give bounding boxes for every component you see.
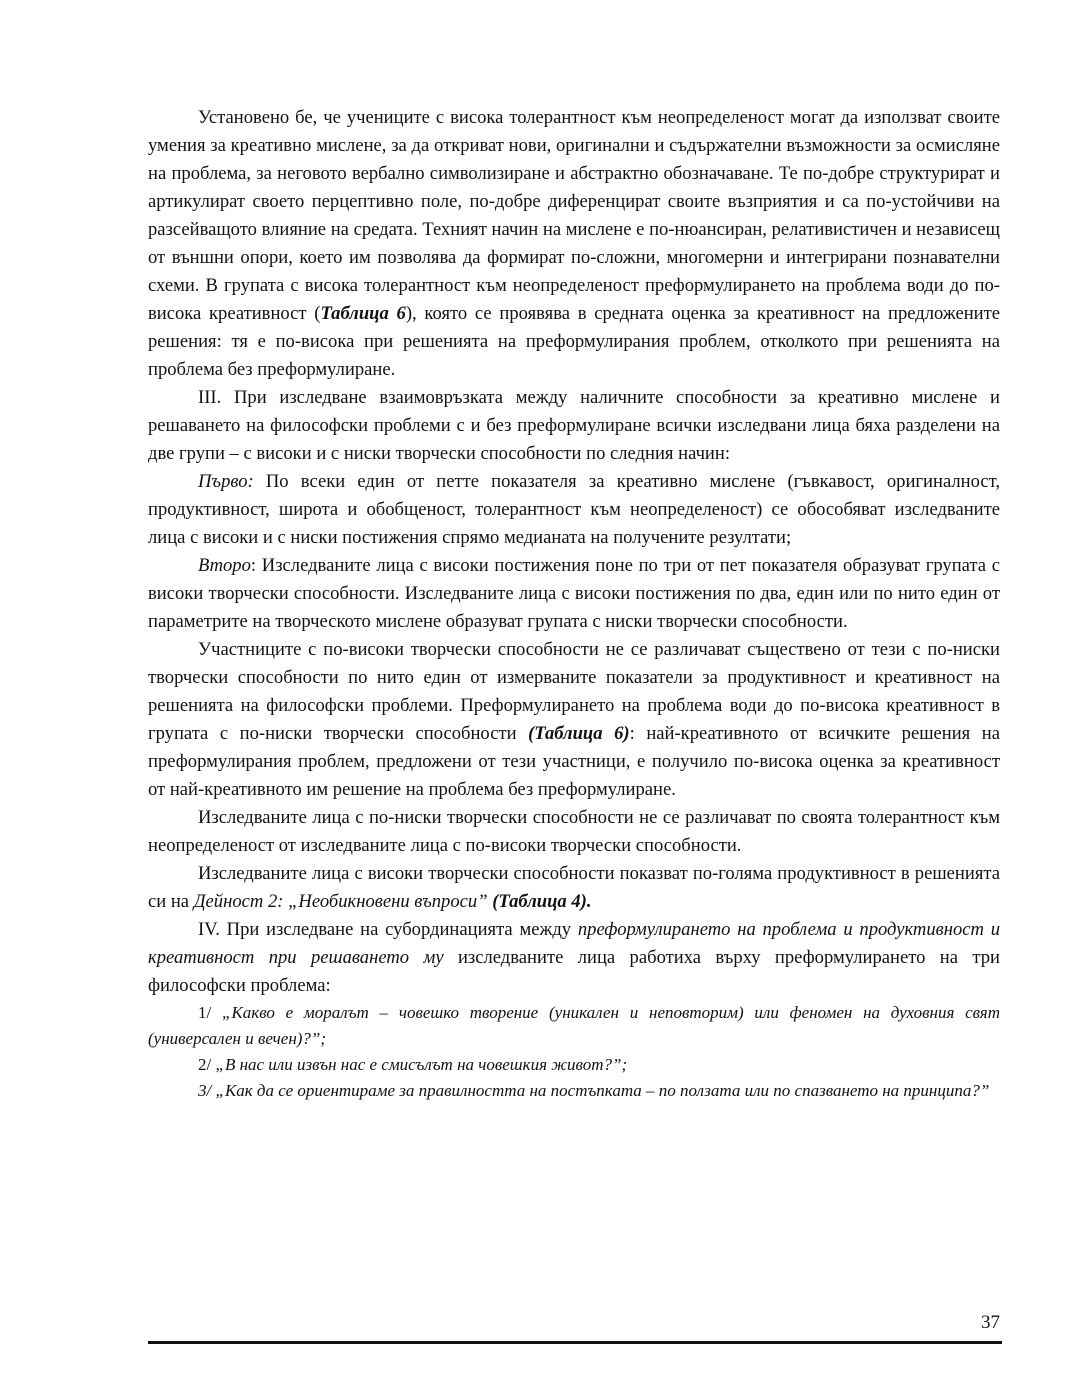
paragraph: Първо: По всеки един от петте показателя за креативно мислене (гъвкавост, оригиналност, продуктивност, широта и обобщеност, толерантност към неопределеност) се обособяват изследваните лица с високи и с ниски постижения спрямо медианата на получените резултати;: [148, 471, 1000, 548]
list-lead: Първо:: [198, 471, 254, 492]
document-body: [148, 104, 1000, 1104]
question-item: 3/ „Как да се ориентираме за правилността на постъпката – по ползата или по спазването на принципа?”: [198, 1081, 990, 1100]
emphasis: преформулирането на проблема и продуктивност и креативност при решаването му: [148, 919, 1000, 968]
page-number: 37: [981, 1312, 1000, 1333]
question-item: 1/ „Какво е моралът – човешко творение (уникален и неповторим) или феномен на духовния свят (универсален и вечен)?”;: [148, 1003, 1000, 1048]
table-reference: (Таблица 4).: [492, 891, 592, 912]
activity-reference: Дейност 2: „Необикновени въпроси”: [193, 891, 488, 912]
list-lead: Второ: [198, 555, 251, 576]
question-item: 2/ „В нас или извън нас е смисълът на човешкия живот?”;: [198, 1055, 628, 1074]
paragraph: Изследваните лица с по-ниски творчески способности не се различават по своята толерантност към неопределеност от изследваните лица с по-високи творчески способности.: [148, 807, 1000, 856]
paragraph: Установено бе, че учениците с висока толерантност към неопределеност могат да използват своите умения за креативно мислене, за да откриват нови, оригинални и съдържателни възможности за осмисляне на проблема, за неговото вербално символизиране и абстрактно обозначаване. Те по-добре структурират и артикулират своето перцептивно поле, по-добре диференцират своите възприятия и са по-устойчиви на разсейващото влияние на средата. Техният начин на мислене е по-нюансиран, релативистичен и независещ от външни опори, което им позволява да формират по-сложни, многомерни и интегрирани познавателни схеми. В групата с висока толерантност към неопределеност преформулирането на проблема води до по-висока креативност (Таблица 6), която се проявява в средната оценка за креативност на предложените решения: тя е по-висока при решенията на преформулирания проблем, отколкото при решенията на проблема без преформулиране.: [148, 107, 1001, 380]
table-reference: Таблица 6: [320, 303, 406, 324]
paragraph: Второ: Изследваните лица с високи постижения поне по три от пет показателя образуват групата с високи творчески способности. Изследваните лица с високи постижения по два, един или по нито един от параметрите на творческото мислене образуват групата с ниски творчески способности.: [148, 555, 1000, 632]
paragraph: III. При изследване взаимовръзката между наличните способности за креативно мислене и решаването на философски проблеми с и без преформулиране всички изследвани лица бяха разделени на две групи – с високи и с ниски творчески способности по следния начин:: [148, 387, 1000, 464]
footer-rule: [148, 1341, 1002, 1344]
table-reference: (Таблица 6): [528, 723, 630, 744]
paragraph: Изследваните лица с високи творчески способности показват по-голяма продуктивност в решенията си на Дейност 2: „Необикновени въпроси” (Таблица 4).: [148, 863, 1000, 912]
paragraph: IV. При изследване на субординацията между преформулирането на проблема и продуктивност и креативност при решаването му изследваните лица работиха върху преформулирането на три философски проблема:: [148, 919, 1000, 996]
paragraph: Участниците с по-високи творчески способности не се различават съществено от тези с по-ниски творчески способности по нито един от измерваните показатели за продуктивност и креативност на решенията на философски проблеми. Преформулирането на проблема води до по-висока креативност в групата с по-ниски творчески способности (Таблица 6): най-креативното от всичките решения на преформулирания проблем, предложени от тези участници, е получило по-висока оценка за креативност от най-креативното им решение на проблема без преформулиране.: [148, 639, 1000, 800]
